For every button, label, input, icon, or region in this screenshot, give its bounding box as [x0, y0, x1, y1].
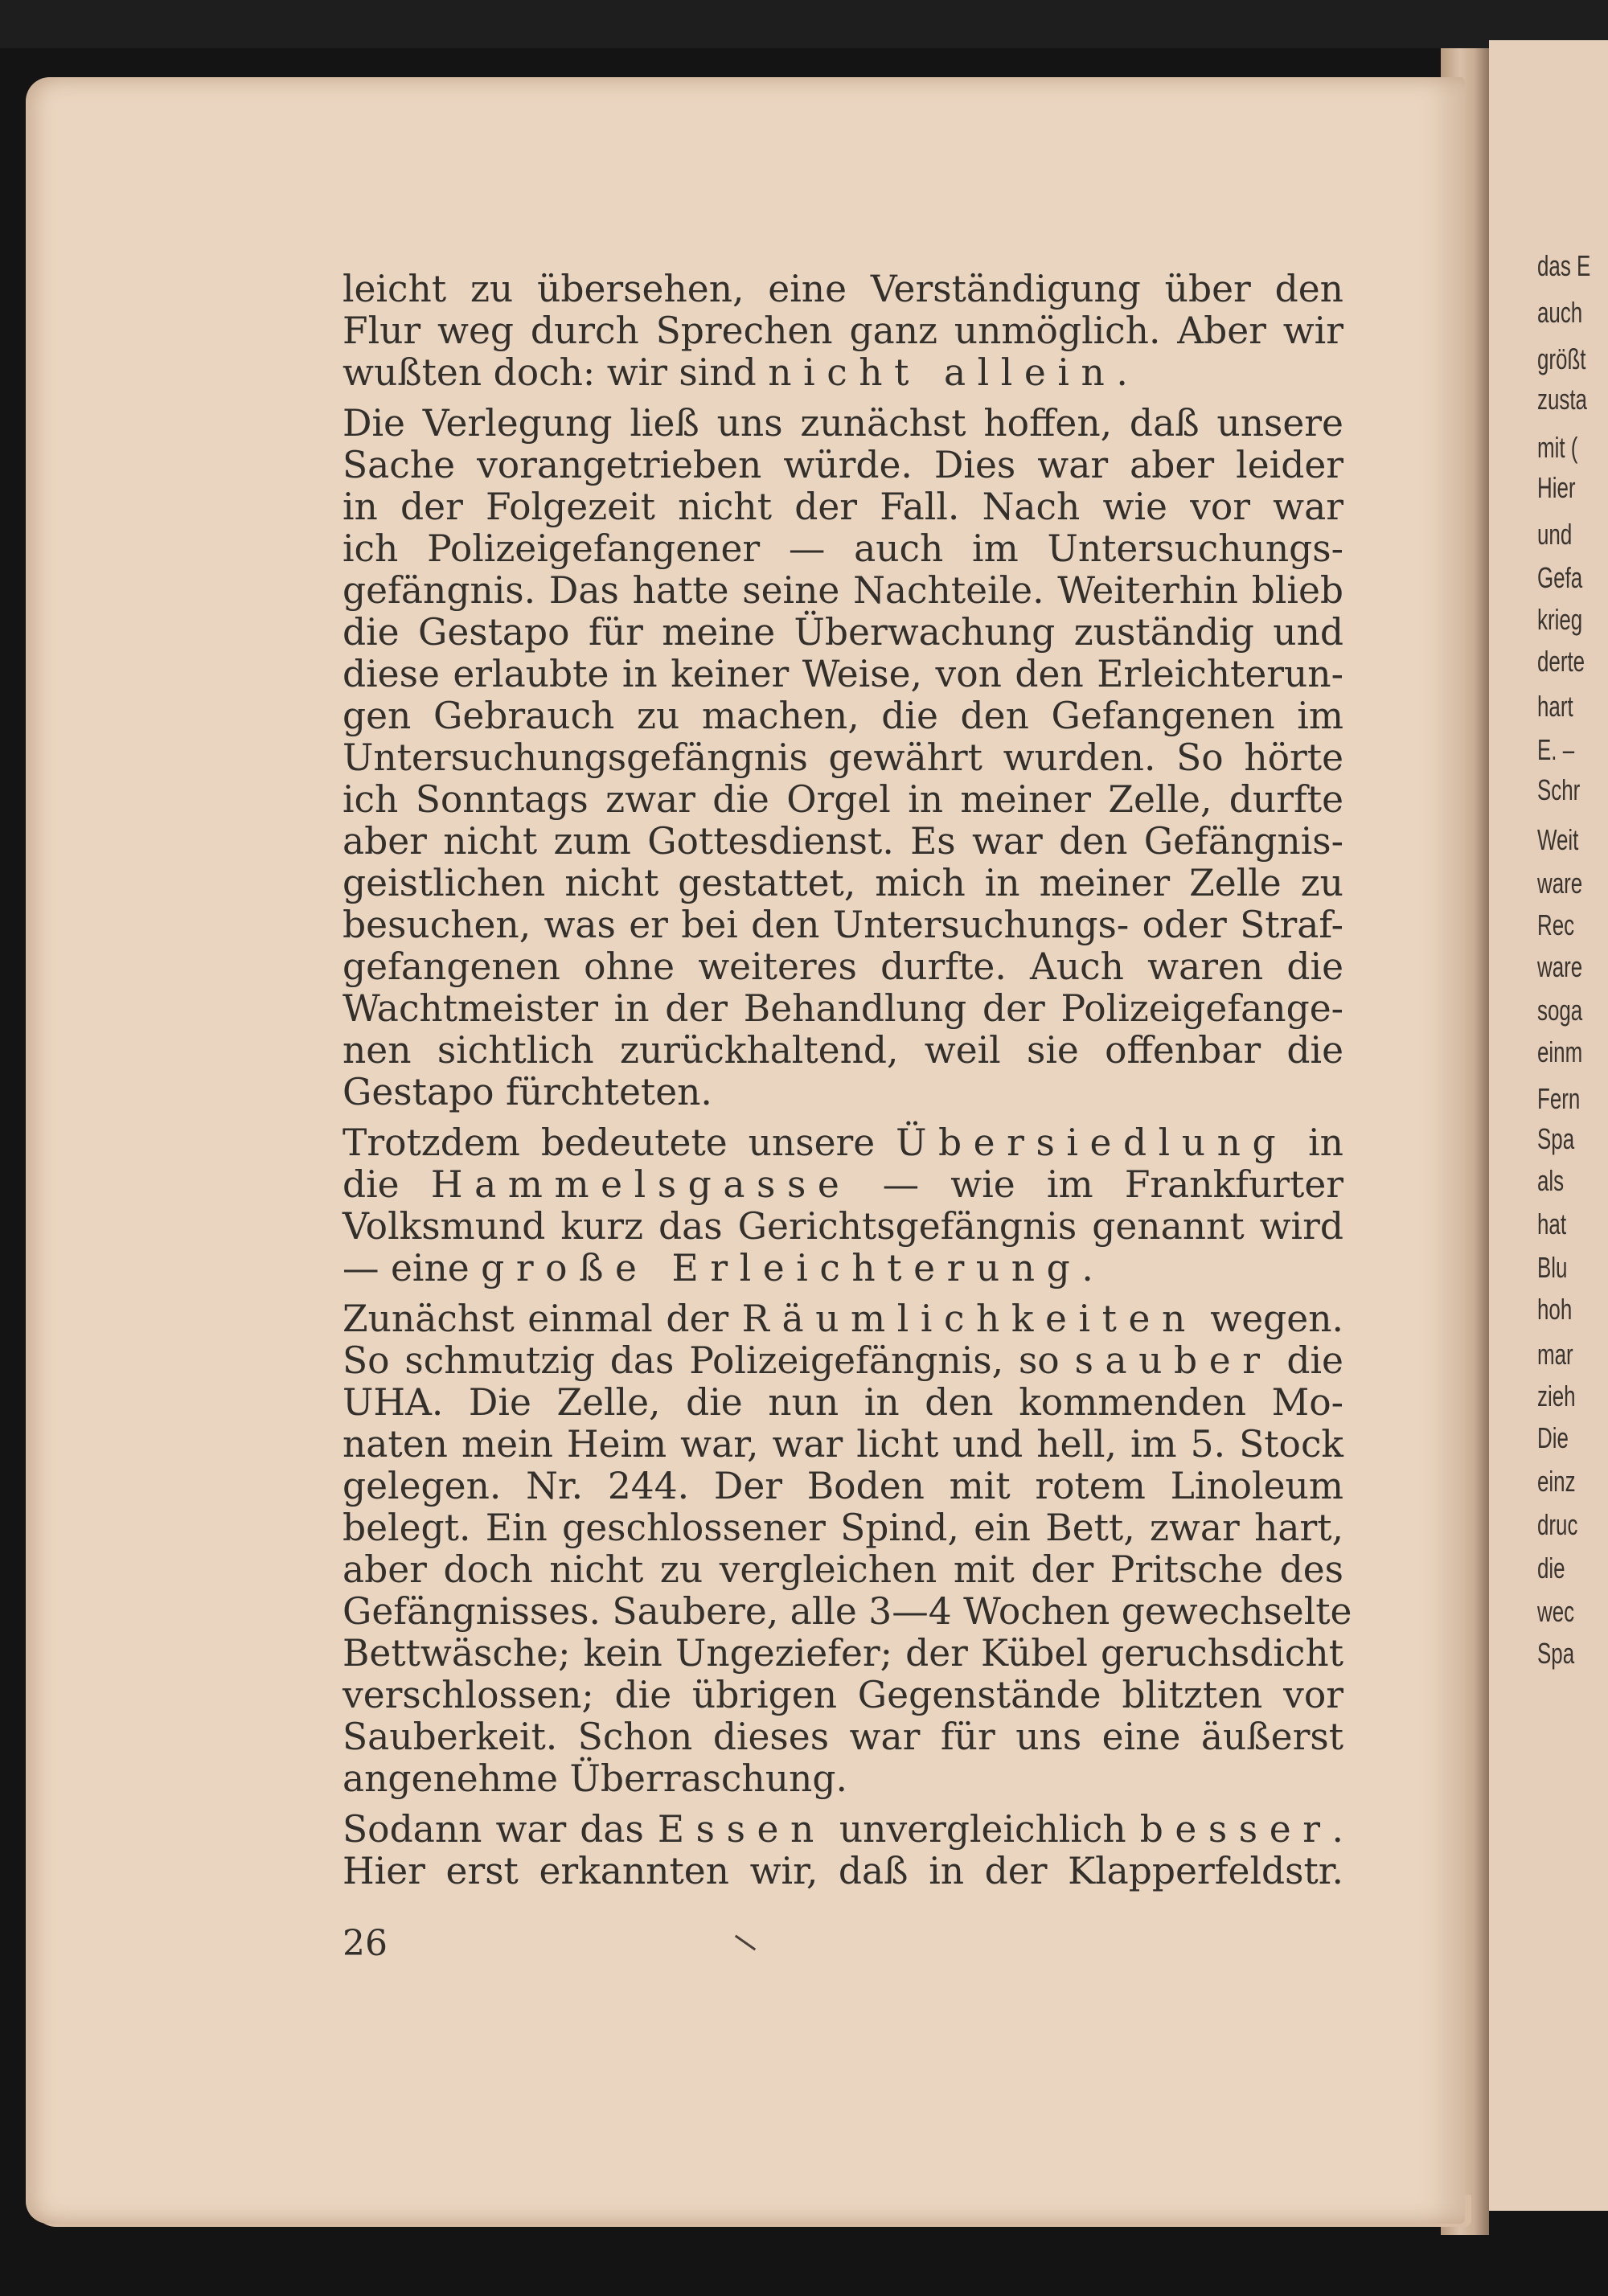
text-line: Wachtmeister in der Behandlung der Polizeigefange-: [343, 987, 1343, 1030]
text-line: in der Folgezeit nicht der Fall. Nach wie vor war: [343, 486, 1343, 528]
facing-page-fragment: soga: [1537, 994, 1583, 1027]
text-line: besuchen, was er bei den Untersuchungs- oder Straf-: [343, 904, 1343, 946]
facing-page-fragment: auch: [1537, 296, 1583, 329]
facing-page-fragment: E. –: [1537, 733, 1575, 766]
spaced-emphasis: Hammelsgasse: [430, 1163, 851, 1206]
facing-page-fragment: mar: [1537, 1338, 1573, 1371]
text-line: Untersuchungsgefängnis gewährt wurden. So hörte: [343, 736, 1343, 779]
page-text: [343, 268, 1352, 1901]
facing-page-fragment: ware: [1537, 950, 1583, 983]
facing-page-fragment: zieh: [1537, 1380, 1576, 1412]
paragraph: [343, 1809, 1343, 1892]
spaced-emphasis: große Erleichterung: [481, 1247, 1082, 1289]
text-line: Hier erst erkannten wir, daß in der Klapperfeldstr.: [343, 1850, 1343, 1892]
text-line: Gefängnisses. Saubere, alle 3—4 Wochen gewechselte: [343, 1590, 1352, 1633]
text-line: UHA. Die Zelle, die nun in den kommenden Mo-: [343, 1381, 1343, 1424]
facing-page-fragment: das E: [1537, 249, 1591, 282]
text-line: — eine große Erleichterung.: [343, 1247, 1093, 1289]
text-line: Sauberkeit. Schon dieses war für uns eine äußerst: [343, 1716, 1343, 1758]
facing-page-fragment: größt: [1537, 342, 1586, 375]
facing-page-fragment: druc: [1537, 1508, 1578, 1541]
text-line: belegt. Ein geschlossener Spind, ein Bett, zwar hart,: [343, 1507, 1343, 1549]
text-line: wußten doch: wir sind nicht allein.: [343, 351, 1128, 394]
facing-page-fragment: Hier: [1537, 471, 1576, 504]
facing-page-fragment: mit (: [1537, 431, 1578, 464]
facing-page-fragment: Die: [1537, 1421, 1569, 1454]
facing-page-fragment: wec: [1537, 1595, 1575, 1628]
facing-page: [1489, 40, 1608, 2211]
facing-page-fragment: Blu: [1537, 1251, 1568, 1284]
paragraph: [343, 1122, 1343, 1289]
facing-page-fragment: ware: [1537, 867, 1583, 900]
text-line: naten mein Heim war, war licht und hell, im 5. Stock: [343, 1423, 1343, 1466]
facing-page-fragment: als: [1537, 1164, 1565, 1197]
facing-page-fragment: hart: [1537, 690, 1573, 723]
text-line: ich Sonntags zwar die Orgel in meiner Zelle, durfte: [343, 778, 1343, 821]
facing-page-fragment: Gefa: [1537, 561, 1583, 594]
facing-page-fragment: und: [1537, 518, 1573, 551]
text-line: aber nicht zum Gottesdienst. Es war den Gefängnis-: [343, 820, 1343, 863]
text-line: Flur weg durch Sprechen ganz unmöglich. Aber wir: [343, 310, 1343, 352]
text-line: So schmutzig das Polizeigefängnis, so sauber die: [343, 1339, 1343, 1382]
facing-page-fragment: Spa: [1537, 1122, 1575, 1155]
spaced-emphasis: Übersiedlung: [896, 1121, 1288, 1164]
text-line: diese erlaubte in keiner Weise, von den Erleichterun-: [343, 653, 1343, 695]
text-line: Die Verlegung ließ uns zunächst hoffen, daß unsere: [343, 402, 1343, 445]
facing-page-fragment: krieg: [1537, 603, 1583, 636]
text-line: Sodann war das Essen unvergleichlich besser.: [343, 1808, 1343, 1851]
spaced-emphasis: besser: [1139, 1808, 1332, 1851]
facing-page-fragment: einm: [1537, 1035, 1583, 1068]
paragraph: [343, 1298, 1352, 1800]
facing-page-fragment: derte: [1537, 645, 1585, 678]
paragraph: [343, 269, 1343, 394]
spaced-emphasis: nicht allein: [768, 351, 1117, 394]
text-line: Bettwäsche; kein Ungeziefer; der Kübel geruchsdicht: [343, 1632, 1343, 1675]
text-line: die Gestapo für meine Überwachung zuständig und: [343, 611, 1343, 654]
facing-page-fragment: Rec: [1537, 908, 1575, 941]
text-line: aber doch nicht zu vergleichen mit der Pritsche des: [343, 1548, 1343, 1591]
facing-page-fragment: Weit: [1537, 823, 1579, 856]
spaced-emphasis: Essen: [657, 1808, 826, 1851]
background-top: [0, 0, 1608, 48]
facing-page-fragment: hat: [1537, 1207, 1567, 1240]
text-line: angenehme Überraschung.: [343, 1757, 847, 1800]
text-line: verschlossen; die übrigen Gegenstände blitzten vor: [343, 1674, 1343, 1716]
text-line: Volksmund kurz das Gerichtsgefängnis genannt wird: [343, 1205, 1343, 1248]
facing-page-fragment: Fern: [1537, 1082, 1581, 1115]
text-line: gefangenen ohne weiteres durfte. Auch waren die: [343, 945, 1343, 988]
text-line: gelegen. Nr. 244. Der Boden mit rotem Linoleum: [343, 1465, 1343, 1507]
text-line: Zunächst einmal der Räumlichkeiten wegen.: [343, 1298, 1344, 1340]
facing-page-fragment: die: [1537, 1552, 1565, 1585]
spaced-emphasis: sauber: [1074, 1339, 1272, 1382]
text-line: Trotzdem bedeutete unsere Übersiedlung in: [343, 1121, 1343, 1164]
text-line: die Hammelsgasse — wie im Frankfurter: [343, 1163, 1343, 1206]
text-line: gen Gebrauch zu machen, die den Gefangenen im: [343, 695, 1343, 737]
text-line: geistlichen nicht gestattet, mich in meiner Zelle zu: [343, 862, 1343, 904]
paragraph: [343, 403, 1343, 1113]
text-line: Gestapo fürchteten.: [343, 1071, 712, 1113]
facing-page-fragment: zusta: [1537, 383, 1587, 416]
text-line: leicht zu übersehen, eine Verständigung über den: [343, 268, 1343, 310]
page-number: 26: [343, 1923, 388, 1964]
spaced-emphasis: Räumlichkeiten: [741, 1298, 1197, 1340]
facing-page-fragment: Spa: [1537, 1637, 1575, 1670]
text-line: gefängnis. Das hatte seine Nachteile. Weiterhin blieb: [343, 569, 1343, 612]
text-line: ich Polizeigefangener — auch im Untersuchungs-: [343, 527, 1343, 570]
facing-page-fragment: hoh: [1537, 1293, 1573, 1326]
facing-page-fragment: einz: [1537, 1465, 1576, 1498]
text-line: Sache vorangetrieben würde. Dies war aber leider: [343, 444, 1343, 486]
text-line: nen sichtlich zurückhaltend, weil sie offenbar die: [343, 1029, 1343, 1072]
facing-page-fragment: Schr: [1537, 773, 1581, 806]
